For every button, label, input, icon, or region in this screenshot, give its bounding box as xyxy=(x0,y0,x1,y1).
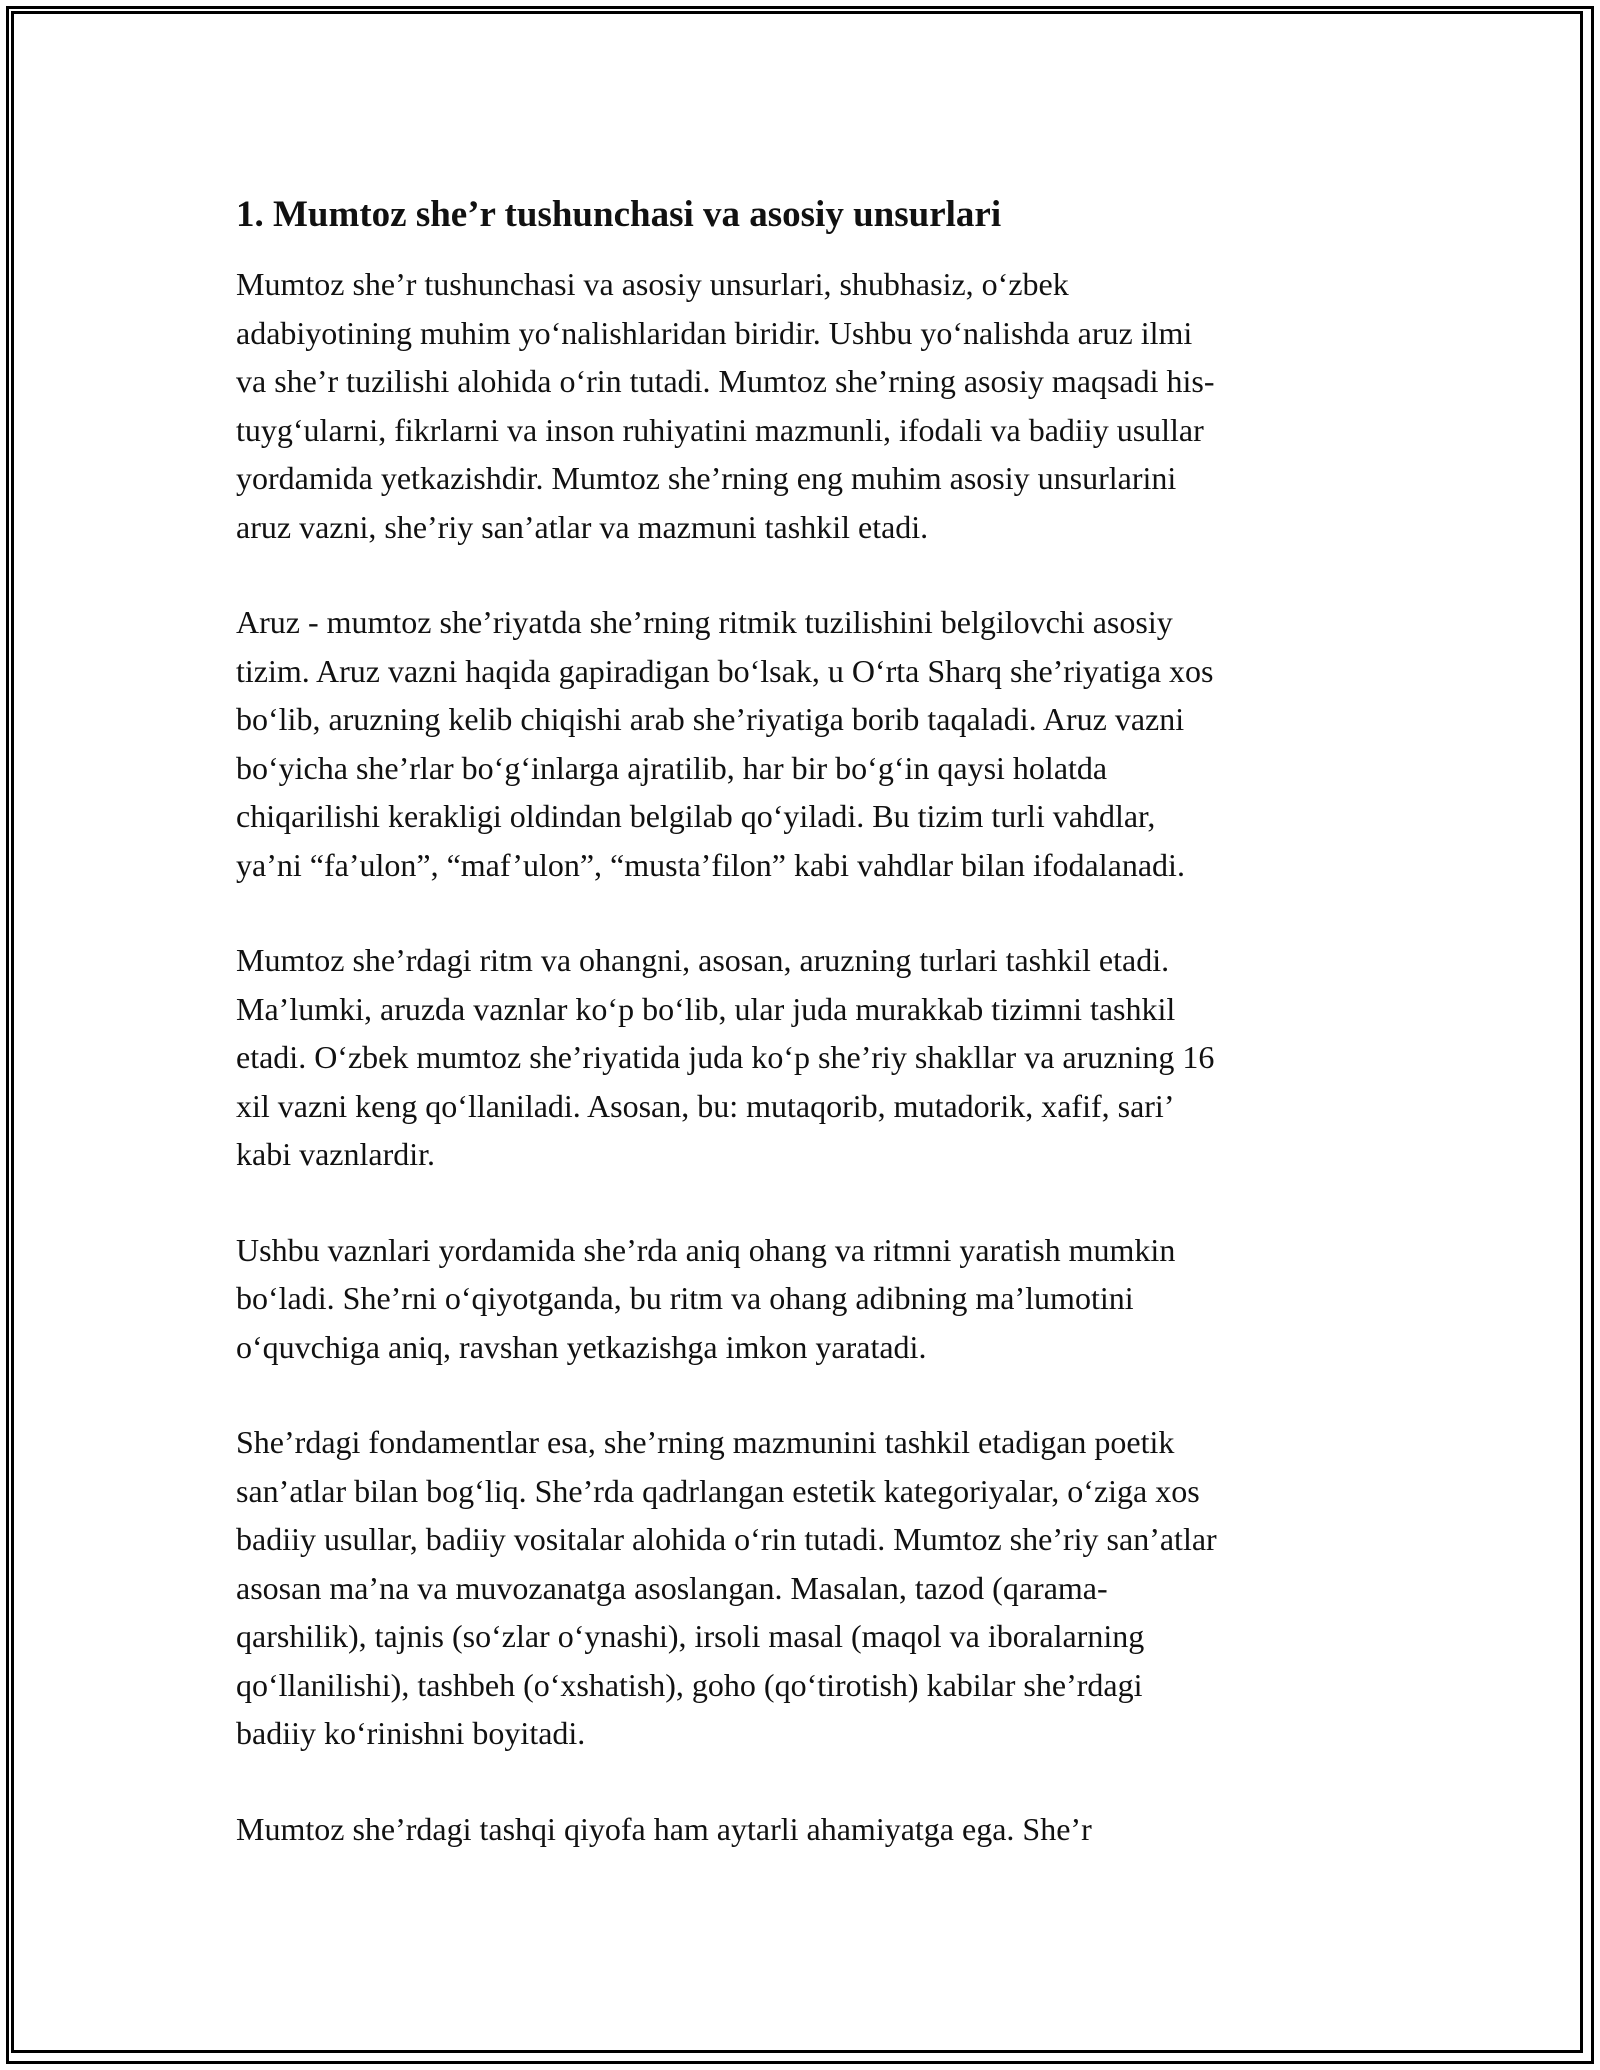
paragraph-line: bo‘yicha she’rlar bo‘g‘inlarga ajratilib, har bir bo‘g‘in qaysi holatda xyxy=(236,749,1108,786)
paragraph-line: Aruz - mumtoz she’riyatda she’rning ritmik tuzilishini belgilovchi asosiy xyxy=(236,604,1173,640)
paragraph-line: Mumtoz she’rdagi ritm va ohangni, asosan, aruzning turlari tashkil etadi. xyxy=(236,942,1170,978)
paragraph-line: yordamida yetkazishdir. Mumtoz she’rning eng muhim asosiy unsurlarini xyxy=(236,460,1177,496)
paragraph-5 xyxy=(236,1418,1366,1758)
paragraph-line: ya’ni “fa’ulon”, “maf’ulon”, “musta’filon” kabi vahdlar bilan ifodalanadi. xyxy=(236,846,1185,883)
paragraph-line: Ushbu vaznlari yordamida she’rda aniq ohang va ritmni yaratish mumkin xyxy=(236,1231,1176,1268)
paragraph-line: adabiyotining muhim yo‘nalishlaridan biridir. Ushbu yo‘nalishda aruz ilmi xyxy=(236,314,1193,351)
paragraph-line: Mumtoz she’r tushunchasi va asosiy unsurlari, shubhasiz, o‘zbek xyxy=(236,266,1069,302)
paragraph-line: san’atlar bilan bog‘liq. She’rda qadrlangan estetik kategoriyalar, o‘ziga xos xyxy=(236,1472,1200,1509)
paragraph-1 xyxy=(236,260,1366,551)
section-heading: 1. Mumtoz she’r tushunchasi va asosiy unsurlari xyxy=(236,194,1002,235)
paragraph-line: o‘quvchiga aniq, ravshan yetkazishga imkon yaratadi. xyxy=(236,1328,927,1365)
paragraph-6 xyxy=(236,1805,1366,1854)
paragraph-4 xyxy=(236,1226,1366,1372)
paragraph-line: kabi vaznlardir. xyxy=(236,1136,436,1172)
paragraph-line: She’rdagi fondamentlar esa, she’rning mazmunini tashkil etadigan poetik xyxy=(236,1424,1175,1460)
paragraph-2 xyxy=(236,598,1366,889)
paragraph-line: Ma’lumki, aruzda vaznlar ko‘p bo‘lib, ular juda murakkab tizimni tashkil xyxy=(236,990,1176,1027)
paragraph-line: tuyg‘ularni, fikrlarni va inson ruhiyatini mazmunli, ifodali va badiiy usullar xyxy=(236,411,1204,448)
paragraph-line: bo‘ladi. She’rni o‘qiyotganda, bu ritm va ohang adibning ma’lumotini xyxy=(236,1280,1134,1316)
paragraph-line: qarshilik), tajnis (so‘zlar o‘ynashi), irsoli masal (maqol va iboralarning xyxy=(236,1618,1145,1654)
paragraph-line: bo‘lib, aruzning kelib chiqishi arab she’riyatiga borib taqaladi. Aruz vazni xyxy=(236,701,1185,737)
paragraph-line: chiqarilishi kerakligi oldindan belgilab qo‘yiladi. Bu tizim turli vahdlar, xyxy=(236,798,1156,834)
paragraph-line: va she’r tuzilishi alohida o‘rin tutadi. Mumtoz she’rning asosiy maqsadi his- xyxy=(236,363,1215,399)
document-body xyxy=(236,188,1366,1900)
paragraph-line: badiiy usullar, badiiy vositalar alohida o‘rin tutadi. Mumtoz she’riy san’atlar xyxy=(236,1521,1217,1557)
paragraph-line: xil vazni keng qo‘llaniladi. Asosan, bu: mutaqorib, mutadorik, xafif, sari’ xyxy=(236,1087,1175,1124)
paragraph-line: etadi. O‘zbek mumtoz she’riyatida juda ko‘p she’riy shakllar va aruzning 16 xyxy=(236,1039,1215,1075)
paragraph-line: qo‘llanilishi), tashbeh (o‘xshatish), goho (qo‘tirotish) kabilar she’rdagi xyxy=(236,1666,1143,1703)
paragraph-line: badiiy ko‘rinishni boyitadi. xyxy=(236,1715,586,1751)
paragraph-line: Mumtoz she’rdagi tashqi qiyofa ham aytarli ahamiyatga ega. She’r xyxy=(236,1810,1092,1847)
paragraph-line: aruz vazni, she’riy san’atlar va mazmuni tashkil etadi. xyxy=(236,508,929,545)
paragraph-3 xyxy=(236,936,1366,1179)
paragraph-line: tizim. Aruz vazni haqida gapiradigan bo‘lsak, u O‘rta Sharq she’riyatiga xos xyxy=(236,652,1214,689)
paragraph-line: asosan ma’na va muvozanatga asoslangan. Masalan, tazod (qarama- xyxy=(236,1569,1108,1606)
